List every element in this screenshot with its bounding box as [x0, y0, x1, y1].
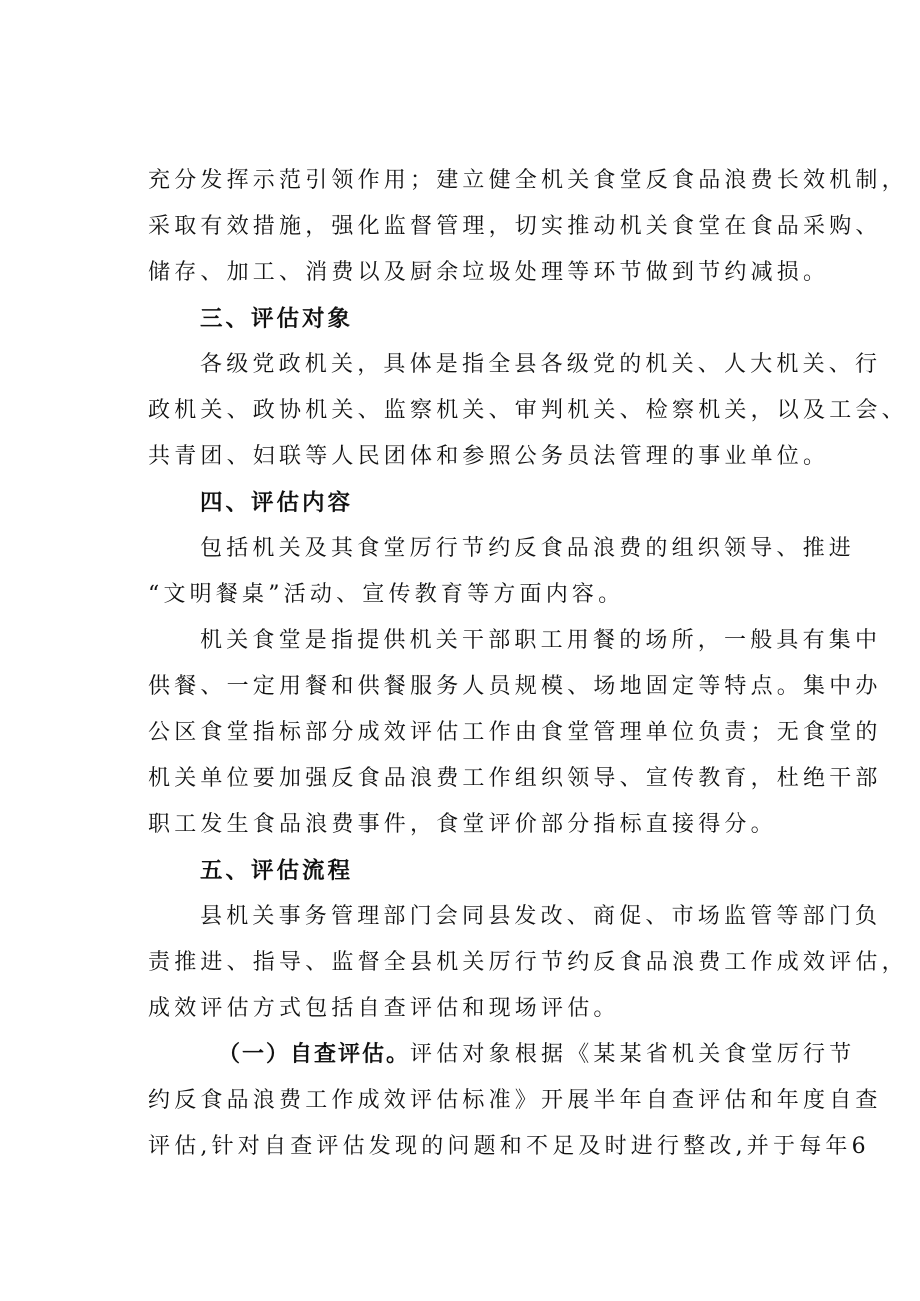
text-line: 充分发挥示范引领作用；建立健全机关食堂反食品浪费长效机制， [148, 168, 908, 193]
subsection-first-line [218, 1035, 898, 1075]
text-line: 各级党政机关，具体是指全县各级党的机关、人大机关、行 [200, 352, 882, 377]
section-heading: 四、评估内容 [200, 490, 354, 516]
text-line: 供餐、一定用餐和供餐服务人员规模、场地固定等特点。集中办 [148, 674, 882, 699]
text-line: 机关单位要加强反食品浪费工作组织领导、宣传教育，杜绝干部 [148, 766, 882, 791]
text-line: 政机关、政协机关、监察机关、审判机关、检察机关，以及工会、 [148, 398, 908, 423]
section-heading: 五、评估流程 [200, 858, 354, 884]
section-heading: 三、评估对象 [200, 306, 354, 332]
subsection-text: 评估对象根据《某某省机关食堂厉行节 [410, 1042, 856, 1067]
text-line: 公区食堂指标部分成效评估工作由食堂管理单位负责；无食堂的 [148, 720, 882, 745]
text-line: 包括机关及其食堂厉行节约反食品浪费的组织领导、推进 [200, 536, 856, 561]
text-line: 储存、加工、消费以及厨余垃圾处理等环节做到节约减损。 [148, 260, 830, 285]
text-line: 采取有效措施，强化监督管理，切实推动机关食堂在食品采购、 [148, 214, 882, 239]
text-line: “文明餐桌”活动、宣传教育等方面内容。 [148, 582, 625, 607]
text-line: 责推进、指导、监督全县机关厉行节约反食品浪费工作成效评估， [148, 950, 908, 975]
text-line: 成效评估方式包括自查评估和现场评估。 [148, 996, 620, 1021]
text-line: 共青团、妇联等人民团体和参照公务员法管理的事业单位。 [148, 444, 830, 469]
text-line: 机关食堂是指提供机关干部职工用餐的场所，一般具有集中 [200, 628, 882, 653]
subsection-lead: （一）自查评估。 [218, 1042, 411, 1067]
text-line: 评估,针对自查评估发现的问题和不足及时进行整改,并于每年6 [148, 1134, 870, 1159]
text-line: 县机关事务管理部门会同县发改、商促、市场监管等部门负 [200, 904, 882, 929]
text-line: 职工发生食品浪费事件，食堂评价部分指标直接得分。 [148, 812, 777, 837]
text-line: 约反食品浪费工作成效评估标准》开展半年自查评估和年度自查 [148, 1088, 882, 1113]
